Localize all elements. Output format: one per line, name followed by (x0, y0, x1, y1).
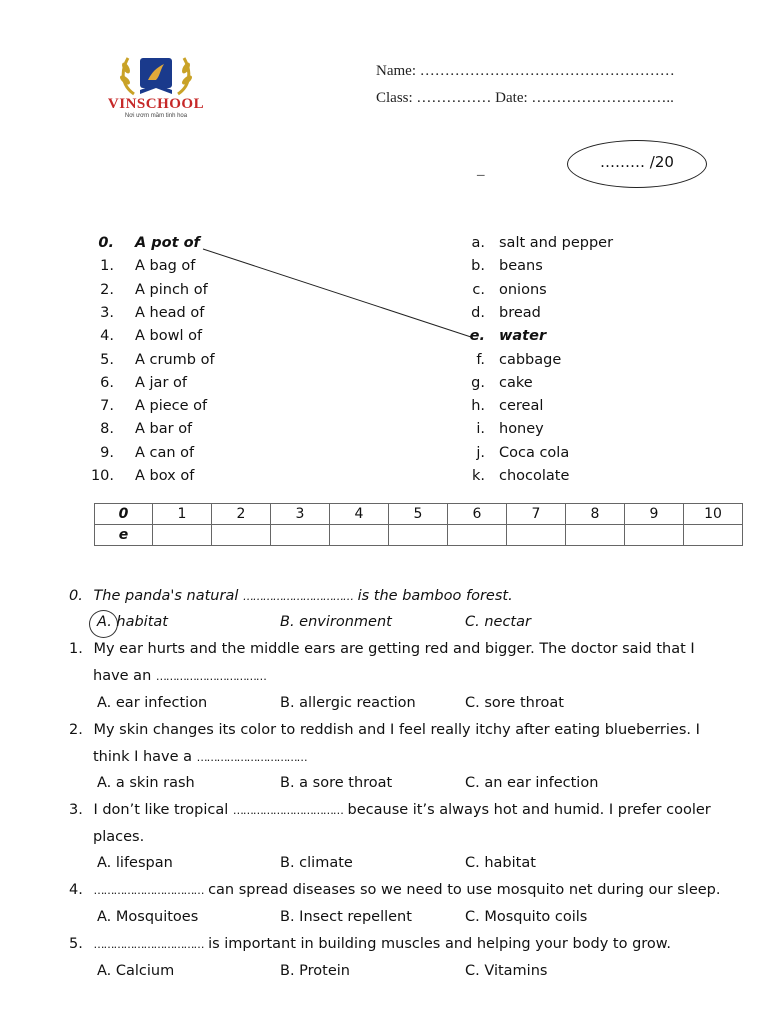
match-left-item (80, 445, 194, 461)
answer-table-header-cell: 4 (330, 504, 389, 525)
match-left-text[interactable]: A pot of (135, 235, 200, 251)
match-left-text[interactable]: A bar of (135, 421, 193, 438)
question-number: 5. (69, 936, 83, 952)
answer-table-header-cell: 7 (507, 504, 566, 525)
match-right-item (467, 258, 543, 274)
question-text: My ear hurts and the middle ears are getting red and bigger. The doctor said that I (93, 641, 695, 657)
match-left-text[interactable]: A pinch of (135, 281, 208, 298)
answer-table-header-cell: 5 (389, 504, 448, 525)
option-b[interactable]: B. climate (280, 855, 353, 871)
answer-table-answer-cell[interactable] (153, 525, 212, 546)
match-right-letter: i. (476, 421, 485, 438)
match-right-letter: k. (471, 468, 485, 484)
answer-table-answer-cell[interactable] (271, 525, 330, 546)
match-right-item (467, 375, 533, 391)
answer-table-answer-cell[interactable] (448, 525, 507, 546)
answer-blank[interactable]: …………………………… (196, 751, 307, 764)
match-left-text[interactable]: A piece of (135, 398, 208, 415)
match-right-item (467, 328, 546, 344)
match-right-item (467, 398, 543, 414)
answer-table-header-cell: 2 (212, 504, 271, 525)
question-number: 3. (69, 802, 83, 818)
option-a[interactable]: A. habitat (97, 614, 168, 630)
option-c[interactable]: C. an ear infection (465, 775, 599, 791)
answer-table-header-cell: 1 (153, 504, 212, 525)
option-c[interactable]: C. Mosquito coils (465, 909, 588, 925)
question-text: I don’t like tropical (93, 802, 229, 818)
answer-table-answer-cell[interactable] (566, 525, 625, 546)
match-left-item (80, 375, 187, 391)
question-number: 1. (69, 641, 83, 657)
match-left-number: 4. (100, 328, 114, 345)
match-left-item (80, 421, 192, 437)
match-right-letter: f. (476, 351, 485, 368)
answer-table-answer-cell[interactable] (389, 525, 448, 546)
question-0 (69, 588, 513, 604)
match-right-letter: b. (471, 258, 485, 275)
match-right-item (467, 421, 544, 437)
question-text: think I have a (93, 749, 193, 765)
option-a[interactable]: A. Calcium (97, 963, 175, 979)
question-number: 0. (69, 588, 83, 604)
match-left-text[interactable]: A jar of (135, 374, 187, 391)
match-left-item (80, 328, 202, 344)
match-left-number: 9. (100, 444, 114, 461)
match-right-letter: c. (472, 281, 485, 298)
question-4 (69, 882, 720, 898)
option-b[interactable]: B. environment (280, 614, 392, 630)
option-b[interactable]: B. Protein (280, 963, 350, 979)
match-right-item (467, 352, 561, 368)
question-1 (69, 641, 695, 657)
match-left-text[interactable]: A crumb of (135, 351, 215, 368)
question-text: is important in building muscles and helping your body to grow. (208, 936, 671, 952)
option-c[interactable]: C. Vitamins (465, 963, 548, 979)
match-right-text[interactable]: honey (499, 421, 544, 438)
match-right-text[interactable]: Coca cola (499, 444, 570, 461)
answer-table-header-cell: 0 (95, 504, 153, 525)
match-right-item (467, 282, 547, 298)
class-date-field[interactable]: Class: …………… Date: ……………………….. (376, 90, 674, 106)
match-right-text[interactable]: onions (499, 281, 547, 298)
answer-table-header-cell: 3 (271, 504, 330, 525)
logo-brand-text: VINSCHOOL (107, 96, 205, 112)
answer-blank[interactable]: …………………………… (93, 884, 204, 897)
match-left-item (80, 468, 194, 484)
match-right-text[interactable]: chocolate (499, 468, 570, 484)
match-right-letter: a. (471, 235, 485, 251)
match-right-text[interactable]: bread (499, 304, 541, 321)
score-text[interactable]: ……… /20 (600, 153, 674, 171)
match-left-item (80, 258, 195, 274)
question-3-line-2: places. (93, 829, 145, 845)
match-right-item (467, 305, 541, 321)
match-right-text[interactable]: cake (499, 374, 533, 391)
match-left-number: 8. (100, 421, 114, 438)
match-left-number: 2. (100, 281, 114, 298)
answer-table-header-row (95, 504, 743, 525)
question-3 (69, 802, 711, 818)
question-2-line-2 (93, 749, 307, 765)
match-right-letter: g. (471, 374, 485, 391)
answer-blank[interactable]: …………………………… (243, 590, 353, 603)
option-c[interactable]: C. sore throat (465, 695, 564, 711)
option-b[interactable]: B. a sore throat (280, 775, 393, 791)
match-right-text[interactable]: cabbage (499, 351, 562, 368)
answer-table (94, 503, 743, 546)
match-left-number: 7. (100, 398, 114, 415)
match-right-item (467, 445, 569, 461)
option-b[interactable]: B. Insect repellent (280, 909, 412, 925)
match-right-item (467, 235, 613, 251)
answer-table-answer-cell[interactable] (684, 525, 743, 546)
question-text: can spread diseases so we need to use mosquito net during our sleep. (208, 882, 721, 898)
match-left-item (80, 398, 207, 414)
answer-table-header-cell: 10 (684, 504, 743, 525)
answer-blank[interactable]: …………………………… (155, 670, 266, 683)
match-right-letter: h. (471, 398, 485, 415)
match-right-text[interactable]: salt and pepper (499, 235, 614, 251)
title-placeholder: _ (477, 162, 485, 178)
answer-table-answer-row (95, 525, 743, 546)
question-text: is the bamboo forest. (357, 588, 513, 604)
option-a[interactable]: A. Mosquitoes (97, 909, 199, 925)
match-left-number: 6. (100, 374, 114, 391)
match-left-text[interactable]: A bag of (135, 258, 196, 275)
match-right-item (467, 468, 569, 484)
option-a[interactable]: A. a skin rash (97, 775, 195, 791)
match-left-item (80, 282, 208, 298)
question-text: have an (93, 668, 152, 684)
match-left-item (80, 235, 200, 251)
option-a[interactable]: A. lifespan (97, 855, 173, 871)
match-left-item (80, 352, 215, 368)
question-text: My skin changes its color to reddish and I feel really itchy after eating blueberries. I (93, 722, 700, 738)
match-left-number: 0. (98, 235, 114, 251)
match-left-number: 3. (100, 304, 114, 321)
match-right-text[interactable]: cereal (499, 398, 544, 415)
answer-table-answer-cell[interactable] (212, 525, 271, 546)
question-1-line-2 (93, 668, 266, 684)
answer-table-answer-cell[interactable] (330, 525, 389, 546)
question-2 (69, 722, 700, 738)
answer-table-header-cell: 6 (448, 504, 507, 525)
question-5 (69, 936, 671, 952)
answer-table-answer-cell: e (95, 525, 153, 546)
question-text: because it’s always hot and humid. I prefer cooler (347, 802, 711, 818)
option-c[interactable]: C. habitat (465, 855, 536, 871)
answer-table-header-cell: 9 (625, 504, 684, 525)
match-left-number: 1. (100, 258, 114, 275)
option-b[interactable]: B. allergic reaction (280, 695, 416, 711)
match-left-text[interactable]: A head of (135, 304, 205, 321)
match-left-number: 5. (100, 351, 114, 368)
answer-blank[interactable]: …………………………… (93, 938, 204, 951)
answer-blank[interactable]: …………………………… (232, 804, 343, 817)
question-text: The panda's natural (93, 588, 239, 604)
question-number: 2. (69, 722, 83, 738)
match-left-number: 10. (90, 468, 114, 484)
match-right-text[interactable]: water (499, 328, 547, 345)
answer-table-header-cell: 8 (566, 504, 625, 525)
answer-table-answer-cell[interactable] (625, 525, 684, 546)
match-left-text[interactable]: A can of (135, 444, 195, 461)
question-number: 4. (69, 882, 83, 898)
match-right-letter: j. (476, 444, 485, 461)
match-right-text[interactable]: beans (499, 258, 543, 275)
option-c[interactable]: C. nectar (465, 614, 531, 630)
match-left-text[interactable]: A box of (135, 468, 195, 484)
answer-table-answer-cell[interactable] (507, 525, 566, 546)
match-right-letter: d. (471, 304, 485, 321)
name-field[interactable]: Name: …………………………………………… (376, 63, 675, 79)
logo-tagline: Nơi ươm mầm tinh hoa (124, 113, 188, 119)
match-right-letter: e. (469, 328, 485, 345)
match-left-text[interactable]: A bowl of (135, 328, 203, 345)
match-left-item (80, 305, 204, 321)
option-a[interactable]: A. ear infection (97, 695, 208, 711)
